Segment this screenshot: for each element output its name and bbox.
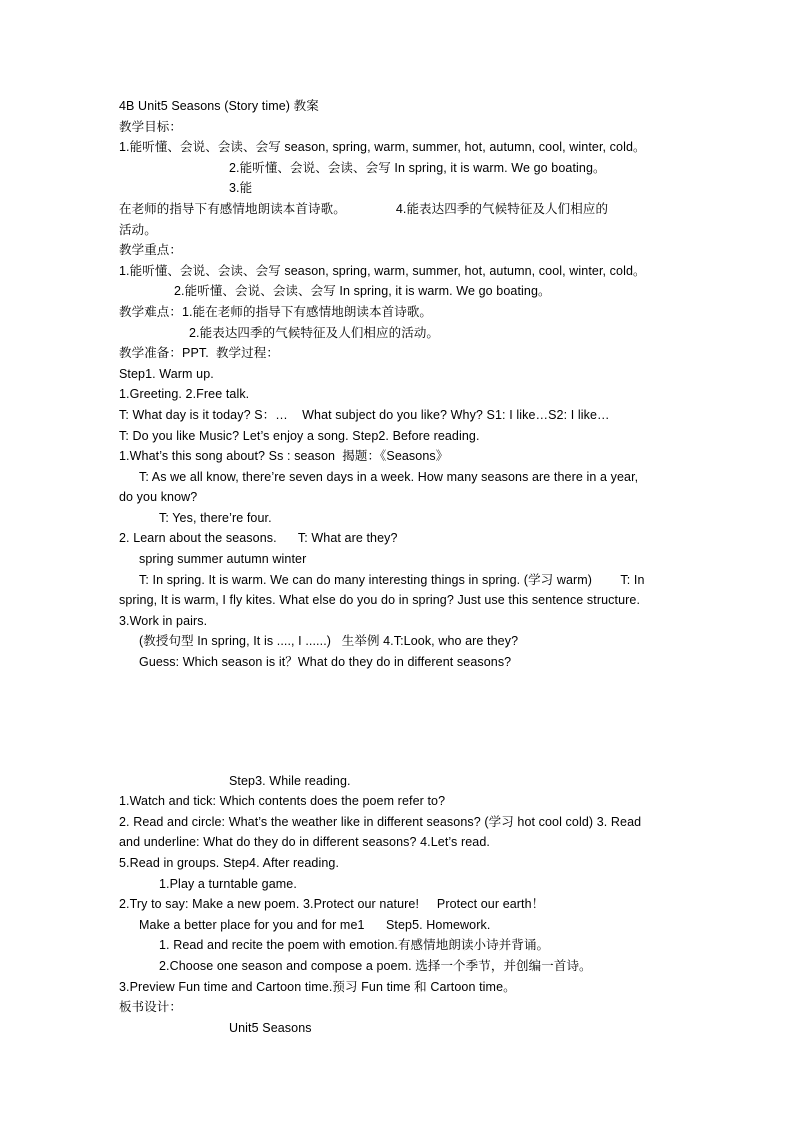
document-line: (教授句型 In spring, It is ...., I ......) 生举例 4.T:Look, who are they? [139,634,519,649]
document-spacer [119,673,675,771]
document-line: Guess: Which season is it？What do they do in different seasons? [139,655,512,670]
document-line: Step3. While reading. [229,773,351,788]
document-line: 活动。 [119,222,157,237]
document-line: 2. Read and circle: What’s the weather like in different seasons? (学习 hot cool cold) 3. Read [119,814,642,829]
document-line: 教学目标： [119,119,183,134]
document-line: 1.Watch and tick: Which contents does the poem refer to? [119,794,446,809]
document-line: 1.Play a turntable game. [159,876,297,891]
document-line: 板书设计： [119,1000,183,1015]
document-line: 3.Preview Fun time and Cartoon time.预习 Fun time 和 Cartoon time。 [119,979,516,994]
document-line: 3.Work in pairs. [119,613,208,628]
document-line: 在老师的指导下有感情地朗读本首诗歌。 4.能表达四季的气候特征及人们相应的 [119,201,609,216]
document-line: 4B Unit5 Seasons (Story time) 教案 [119,99,319,113]
document-line: Make a better place for you and for me1 Step5. Homework. [139,917,491,932]
document-line: and underline: What do they do in different seasons? 4.Let’s read. [119,835,490,850]
document-line: 2.能表达四季的气候特征及人们相应的活动。 [189,325,440,340]
document-line: Unit5 Seasons [229,1020,312,1035]
document-line: 1.Greeting. 2.Free talk. [119,387,250,402]
document-line: 1. Read and recite the poem with emotion.有感情地朗读小诗并背诵。 [159,938,550,953]
document-line: 教学难点：1.能在老师的指导下有感情地朗读本首诗歌。 [119,304,433,319]
document-line: do you know? [119,490,198,505]
document-line: 5.Read in groups. Step4. After reading. [119,856,340,870]
document-line: 2.Try to say: Make a new poem. 3.Protect our nature! Protect our earth！ [119,897,545,912]
document-line: Step1. Warm up. [119,366,214,381]
document-line: T: In spring. It is warm. We can do many interesting things in spring. (学习 warm) T: In [139,572,645,587]
document-line: 2. Learn about the seasons. T: What are they? [119,531,398,546]
document-line: spring, It is warm, I fly kites. What else do you do in spring? Just use this sentence structure. [119,593,641,608]
document-line: 教学重点： [119,243,183,258]
document-line: T: Do you like Music? Let’s enjoy a song. Step2. Before reading. [119,428,480,443]
document-line: T: What day is it today? S：… What subject do you like? Why? S1: I like…S2: I like… [119,407,610,422]
document-line: 教学准备：PPT. 教学过程： [119,346,279,361]
document-line: 1.能听懂、会说、会读、会写 season, spring, warm, summer, hot, autumn, cool, winter, cold。 [119,140,646,155]
document-line: 1.能听懂、会说、会读、会写 season, spring, warm, summer, hot, autumn, cool, winter, cold。 [119,263,646,278]
document-line: T: As we all know, there’re seven days in a week. How many seasons are there in a year, [139,469,639,484]
document-line: 2.能听懂、会说、会读、会写 In spring, it is warm. We go boating。 3.能 [229,160,678,196]
document-body [119,96,678,1038]
document-line: spring summer autumn winter [139,552,307,567]
document-line: 2.Choose one season and compose a poem. 选择一个季节，并创编一首诗。 [159,958,592,973]
document-line: 1.What’s this song about? Ss : season 揭题：《Seasons》 [119,449,449,464]
document-line: 2.能听懂、会说、会读、会写 In spring, it is warm. We go boating。 [174,284,551,299]
document-line: T: Yes, there’re four. [159,510,272,525]
